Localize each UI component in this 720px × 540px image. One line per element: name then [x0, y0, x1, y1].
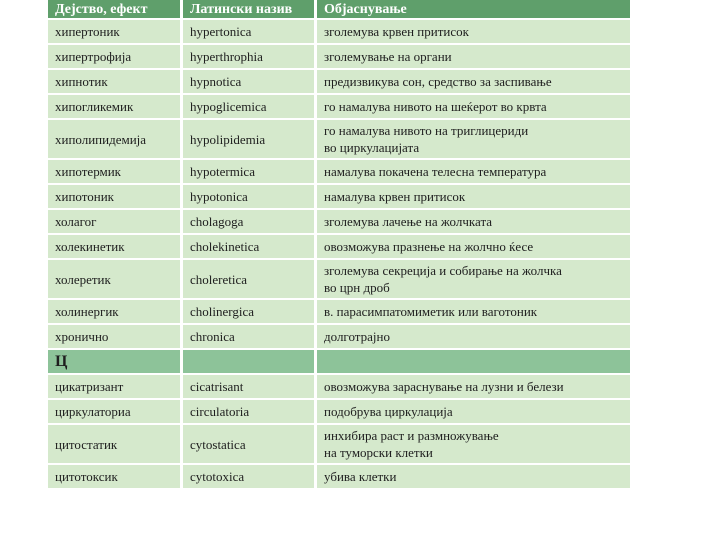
header-explanation: Објаснување	[314, 0, 630, 18]
term-cell: хипогликемик	[48, 95, 180, 118]
latin-cell: cholinergica	[180, 300, 314, 323]
term-cell: хипертоник	[48, 20, 180, 43]
latin-cell: circulatoria	[180, 400, 314, 423]
description-cell: убива клетки	[314, 465, 630, 488]
term-cell: цитостатик	[48, 425, 180, 463]
description-cell: зголемување на органи	[314, 45, 630, 68]
description-cell: овозможува празнење на жолчно ќесе	[314, 235, 630, 258]
term-cell: хронично	[48, 325, 180, 348]
description-cell: го намалува нивото на триглицериди во циркулацијата	[314, 120, 630, 158]
table-header-row	[48, 0, 630, 18]
term-cell: цитотоксик	[48, 465, 180, 488]
latin-cell: hypoglicemica	[180, 95, 314, 118]
term-cell: холагог	[48, 210, 180, 233]
latin-cell: cholekinetica	[180, 235, 314, 258]
latin-cell: chronica	[180, 325, 314, 348]
drug-effects-table-container	[48, 0, 630, 490]
description-cell: го намалува нивото на шеќерот во крвта	[314, 95, 630, 118]
description-cell: зголемува крвен притисок	[314, 20, 630, 43]
description-cell: намалува крвен притисок	[314, 185, 630, 208]
latin-cell: cytostatica	[180, 425, 314, 463]
section-letter: Ц	[48, 350, 180, 373]
description-cell: намалува покачена телесна температура	[314, 160, 630, 183]
latin-cell: hypolipidemia	[180, 120, 314, 158]
section-header-row	[48, 350, 630, 373]
term-cell: хипотермик	[48, 160, 180, 183]
latin-cell: hypotermica	[180, 160, 314, 183]
term-cell: холекинетик	[48, 235, 180, 258]
section-empty-cell	[180, 350, 314, 373]
latin-cell: choleretica	[180, 260, 314, 298]
latin-cell: hypnotica	[180, 70, 314, 93]
latin-cell: hyperthrophia	[180, 45, 314, 68]
description-cell: зголемува лачење на жолчката	[314, 210, 630, 233]
description-cell: в. парасимпатомиметик или ваготоник	[314, 300, 630, 323]
section-empty-cell	[314, 350, 630, 373]
description-cell: долготрајно	[314, 325, 630, 348]
term-cell: циркулаториа	[48, 400, 180, 423]
term-cell: холеретик	[48, 260, 180, 298]
description-cell: зголемува секреција и собирање на жолчка во црн дроб	[314, 260, 630, 298]
term-cell: хипотоник	[48, 185, 180, 208]
term-cell: холинергик	[48, 300, 180, 323]
description-cell: подобрува циркулација	[314, 400, 630, 423]
header-latin-name: Латински назив	[180, 0, 314, 18]
latin-cell: hypertonica	[180, 20, 314, 43]
header-effect: Дејство, ефект	[48, 0, 180, 18]
term-cell: хиполипидемија	[48, 120, 180, 158]
description-cell: предизвикува сон, средство за заспивање	[314, 70, 630, 93]
latin-cell: cicatrisant	[180, 375, 314, 398]
term-cell: цикатризант	[48, 375, 180, 398]
latin-cell: cytotoxica	[180, 465, 314, 488]
description-cell: овозможува зараснување на лузни и белези	[314, 375, 630, 398]
term-cell: хипертрофија	[48, 45, 180, 68]
latin-cell: hypotonica	[180, 185, 314, 208]
term-cell: хипнотик	[48, 70, 180, 93]
drug-effects-table	[48, 0, 630, 490]
description-cell: инхибира раст и размножување на туморски клетки	[314, 425, 630, 463]
latin-cell: cholagoga	[180, 210, 314, 233]
